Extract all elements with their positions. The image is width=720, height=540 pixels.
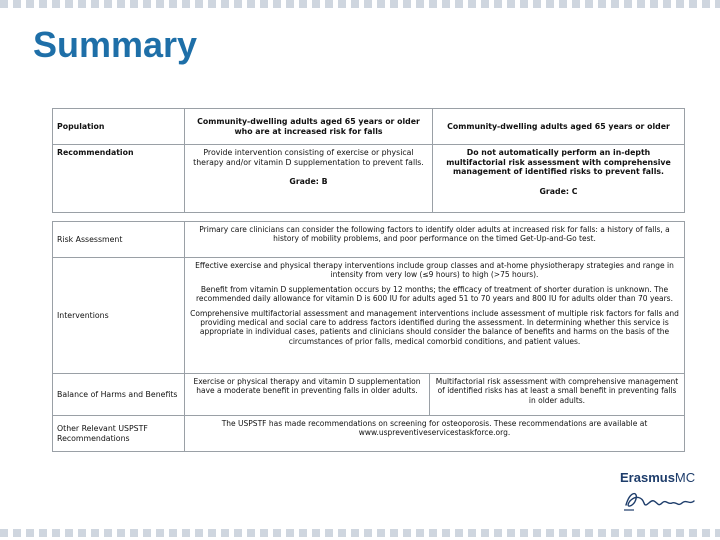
clinical-considerations-table	[52, 221, 685, 452]
interventions-exercise-text: Effective exercise and physical therapy interventions include group classes and at-home physiotherapy strategies and range in intensity from very low (≤9 hours) to high (>75 hours).	[195, 261, 674, 280]
balance-b-text: Exercise or physical therapy and vitamin D supplementation have a moderate benefit in preventing falls in older adults.	[185, 374, 430, 416]
recommendation-grade-c-cell	[433, 145, 685, 213]
balance-label: Balance of Harms and Benefits	[53, 374, 185, 416]
recommendation-label: Recommendation	[53, 145, 185, 213]
recommendation-b-text: Provide intervention consisting of exercise or physical therapy and/or vitamin D supplementation to prevent falls.	[193, 148, 424, 167]
risk-assessment-text: Primary care clinicians can consider the following factors to identify older adults at increased risk for falls: a history of falls, a history of mobility problems, and poor performance on the timed Get-Up-and-Go test.	[185, 222, 685, 258]
top-decorative-border	[0, 0, 720, 8]
recommendation-grade-b-cell	[185, 145, 433, 213]
slide-title: Summary	[33, 24, 198, 65]
population-high-risk-header: Community-dwelling adults aged 65 years or older who are at increased risk for falls	[185, 109, 433, 145]
other-recommendations-text: The USPSTF has made recommendations on screening for osteoporosis. These recommendations are available at www.uspreventiveservicestaskforce.org.	[185, 416, 685, 452]
risk-assessment-label: Risk Assessment	[53, 222, 185, 258]
interventions-multifactorial-text: Comprehensive multifactorial assessment and management interventions include assessment of multiple risk factors for falls and providing medical and social care to address factors identified during the assessment. In determining whether this service is appropriate in individual cases, patients and clinicians should consider the balance of benefits and harms on the basis of the circumstances of prior falls, medical comorbid conditions, and patient values.	[190, 308, 679, 346]
recommendation-c-text: Do not automatically perform an in-depth multifactorial risk assessment with comprehensive management of identified risks to prevent falls.	[446, 148, 671, 177]
other-recommendations-label: Other Relevant USPSTF Recommendations	[53, 416, 185, 452]
bottom-decorative-border	[0, 529, 720, 537]
grade-b: Grade: B	[289, 177, 328, 187]
interventions-label: Interventions	[53, 258, 185, 374]
erasmus-mc-logo	[620, 470, 706, 520]
balance-c-text: Multifactorial risk assessment with comprehensive management of identified risks has at least a small benefit in preventing falls in older adults.	[430, 374, 685, 416]
logo-signature-icon	[620, 485, 700, 515]
interventions-cell	[185, 258, 685, 374]
recommendation-table	[52, 108, 685, 213]
logo-suffix: MC	[674, 470, 696, 485]
grade-c: Grade: C	[539, 187, 578, 197]
logo-name: Erasmus	[620, 470, 675, 485]
population-label: Population	[53, 109, 185, 145]
population-general-header: Community-dwelling adults aged 65 years or older	[433, 109, 685, 145]
interventions-vitamin-d-text: Benefit from vitamin D supplementation occurs by 12 months; the efficacy of treatment of shorter duration is unknown. The recommended daily allowance for vitamin D is 600 IU for adults aged 51 to 70 years and 800 IU for adults older than 70 years.	[196, 284, 673, 304]
